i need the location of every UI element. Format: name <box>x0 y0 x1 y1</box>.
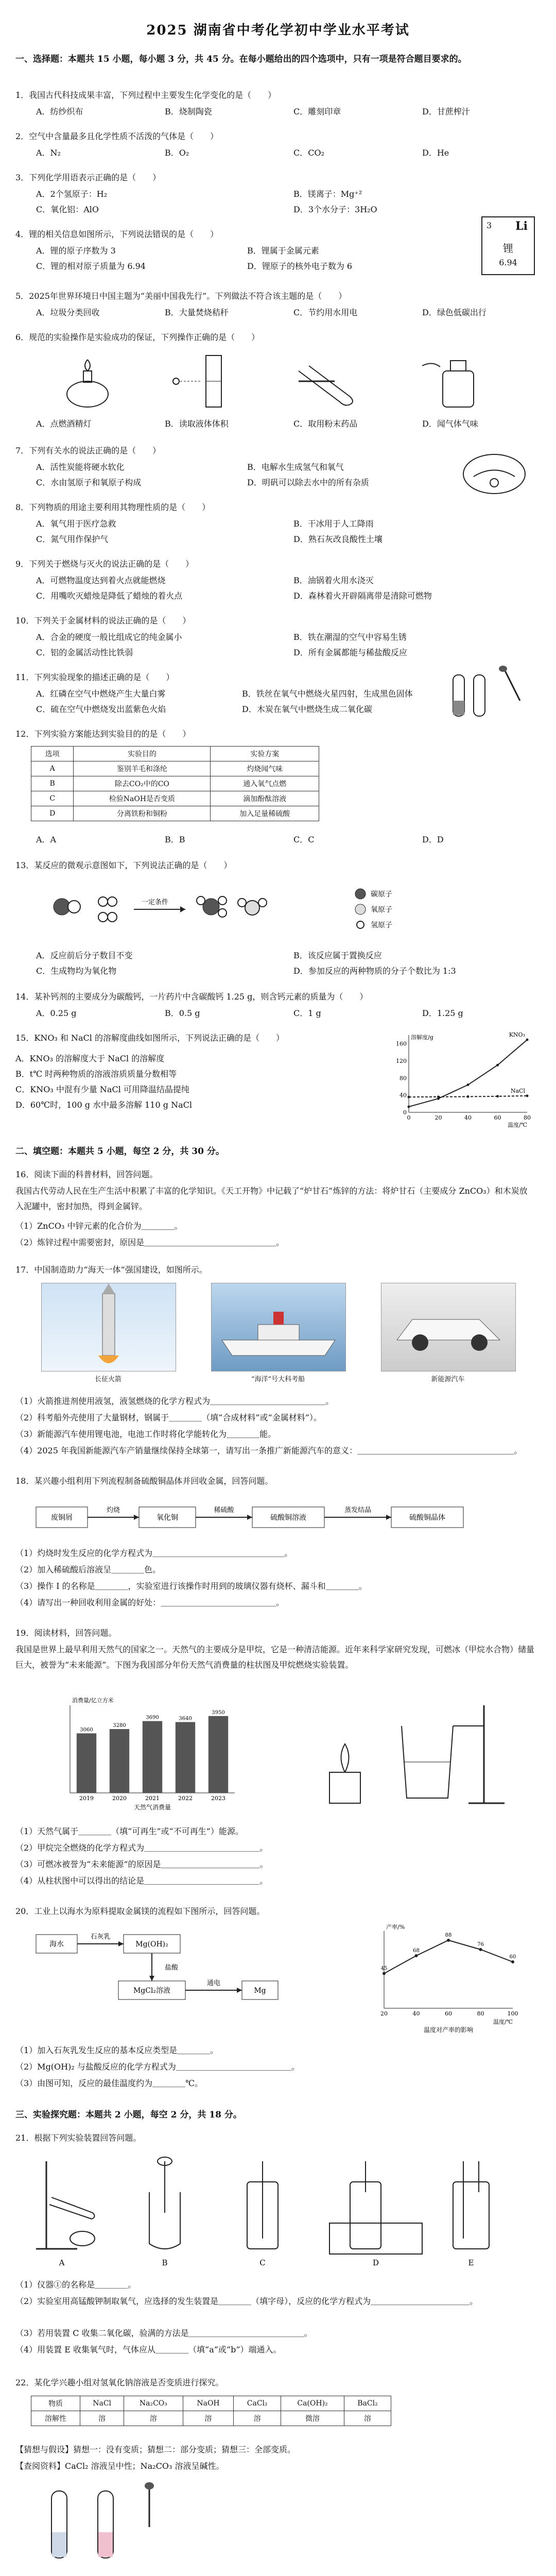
table-cell: 鉴别羊毛和涤纶 <box>74 761 211 776</box>
table-cell: 加入足量稀硫酸 <box>211 806 319 821</box>
q20-flow-4: 盐酸 <box>165 1964 179 1972</box>
x-tick-label: 2019 <box>79 1795 94 1802</box>
q12-table-header <box>31 747 319 761</box>
table-cell: 检验NaOH是否变质 <box>74 791 211 806</box>
q12-option-a: A．A <box>36 835 57 844</box>
q2-option-d: D．He <box>422 148 449 158</box>
q8-options-row2 <box>15 532 530 547</box>
q20-flow-3: Mg(OH)₂ <box>135 1940 168 1948</box>
table-row <box>31 776 319 791</box>
q18-sub-3: （3）操作 Ⅰ 的名称是＿＿＿＿，实验室进行该操作时用到的玻璃仪器有烧杯、漏斗和＿＿＿＿。 <box>15 1581 367 1591</box>
q4-option-b: B．锂属于金属元素 <box>247 246 319 256</box>
x-tick-label: 40 <box>464 1114 472 1121</box>
apparatus-b-icon <box>149 2157 180 2249</box>
q16-sub-2: （2）炼锌过程中需要密封，原因是＿＿＿＿＿＿＿＿＿＿＿＿＿＿＿＿。 <box>15 1238 285 1247</box>
q18-stem: 18．某兴趣小组利用下列流程制备硫酸铜晶体并回收金属，回答问题。 <box>15 1476 273 1486</box>
q20-flow-2: 石灰乳 <box>90 1933 111 1941</box>
q3-options-row2 <box>15 202 530 217</box>
q2-option-c: C．CO₂ <box>293 148 325 158</box>
q21-sub-1: （1）仪器①的名称是＿＿＿＿。 <box>15 2280 136 2290</box>
lithium-symbol: Li <box>515 219 528 233</box>
q17-sub-1: （1）火箭推进剂使用液氢，液氢燃烧的化学方程式为＿＿＿＿＿＿＿＿＿＿＿＿＿＿。 <box>15 1396 334 1406</box>
x-tick-label: 0 <box>407 1114 411 1121</box>
q7-options-row1 <box>15 460 438 475</box>
q17-sub-2: （2）科考船外壳使用了大量钢材，钢属于＿＿＿＿（填“合成材料”或“金属材料”）。 <box>15 1413 322 1422</box>
q14-option-a: A．0.25 g <box>36 1008 77 1018</box>
stand-icon <box>453 1705 505 1803</box>
device-outline-icon <box>463 454 525 494</box>
photo-caption-car: 新能源汽车 <box>431 1376 465 1383</box>
q19-sub-3: （3）可燃冰被誉为“未来能源”的原因是＿＿＿＿＿＿＿＿＿＿＿＿。 <box>15 1859 268 1869</box>
q13-legend <box>355 889 392 929</box>
q13-options-row1 <box>15 948 530 963</box>
table-cell: A <box>31 761 74 776</box>
chart-title: 温度对产率的影响 <box>423 2026 474 2033</box>
table-cell: NaCl <box>80 2396 124 2411</box>
q9-options-row1 <box>15 573 530 588</box>
x-tick-label: 2020 <box>112 1795 127 1802</box>
q7-option-a: A．活性炭能将硬水软化 <box>36 462 125 472</box>
q8-option-b: B．干冰用于人工降雨 <box>293 519 374 529</box>
q11-options-row1 <box>15 686 427 702</box>
product-molecules <box>197 896 267 917</box>
q4-stem: 4．锂的相关信息如图所示，下列说法错误的是（ ） <box>15 229 219 239</box>
lithium-name: 锂 <box>503 242 513 255</box>
q15-stem: 15．KNO₃ 和 NaCl 的溶解度曲线如图所示，下列说法正确的是（ ） <box>15 1033 285 1043</box>
table-cell: 分离铁粉和铜粉 <box>74 806 211 821</box>
q17-stem: 17．中国制造助力“海天一体”强国建设，如图所示。 <box>15 1265 207 1275</box>
flow-step-2: 灼烧 <box>106 1506 120 1514</box>
q2-options <box>15 145 530 161</box>
table-row <box>31 791 319 806</box>
q3-option-c: C．氧化铝：AlO <box>36 205 99 214</box>
q4-option-a: A．锂的原子序数为 3 <box>36 246 116 256</box>
q13-options-row2 <box>15 963 530 979</box>
table-row <box>31 806 319 821</box>
table-cell: BaCl₂ <box>344 2396 391 2411</box>
table-cell: 溶 <box>234 2411 281 2426</box>
q5-stem: 5．2025年世界环境日中国主题为“美丽中国我先行”。下列做法不符合该主题的是（ ） <box>15 291 347 301</box>
q12-table <box>31 746 319 821</box>
flow-step-1: 废铜屑 <box>51 1514 73 1522</box>
bar <box>143 1721 162 1793</box>
alcohol-lamp-icon <box>67 360 108 407</box>
q9-stem: 9．下列关于燃烧与灭火的说法正确的是（ ） <box>15 559 194 569</box>
q20-stem: 20．工业上以海水为原料提取金属镁的流程如下图所示，回答问题。 <box>15 1906 265 1916</box>
q13-stem: 13．某反应的微观示意图如下，下列说法正确的是（ ） <box>15 860 232 870</box>
table-cell: 物质 <box>31 2396 80 2411</box>
legend-hydrogen: 氢原子 <box>371 921 392 929</box>
q20-sub-3: （3）由图可知，反应的最佳温度约为＿＿＿＿℃。 <box>15 2078 203 2088</box>
q18-sub-4: （4）请写出一种回收利用金属的好处：＿＿＿＿＿＿＿＿＿＿＿＿＿＿。 <box>15 1598 285 1607</box>
x-tick-label: 40 <box>412 2010 420 2017</box>
bar <box>176 1722 195 1793</box>
flow-step-4: 稀硫酸 <box>214 1506 234 1514</box>
q13-reaction-diagram <box>31 876 525 943</box>
q11-option-a: A．红磷在空气中燃烧产生大量白雾 <box>36 689 166 699</box>
table-cell: 除去CO₂中的CO <box>74 776 211 791</box>
apparatus-d-icon <box>329 2161 422 2254</box>
q6-options <box>15 416 530 432</box>
q3-option-d: D．3个水分子：3H₂O <box>293 205 377 214</box>
q18-sub-2: （2）加入稀硫酸后溶液呈＿＿＿＿色。 <box>15 1565 161 1574</box>
q21-apparatus-figure <box>31 2151 525 2269</box>
data-point <box>496 1095 499 1097</box>
test-tube-icon <box>98 2491 113 2558</box>
q10-option-d: D．所有金属都能与稀盐酸反应 <box>293 648 407 657</box>
q11-option-c: C．硫在空气中燃烧发出蓝紫色火焰 <box>36 704 166 714</box>
q2-option-a: A．N₂ <box>36 148 61 158</box>
data-label: 60 <box>509 1954 516 1960</box>
legend-carbon: 碳原子 <box>371 890 392 899</box>
q8-stem: 8．下列物质的用途主要利用其物理性质的是（ ） <box>15 502 211 512</box>
q1-options <box>15 104 530 120</box>
chart-title: 天然气消费量 <box>133 1804 171 1811</box>
data-point <box>408 1106 410 1108</box>
q10-option-b: B．铁在潮湿的空气中容易生锈 <box>293 632 407 642</box>
apparatus-a-icon <box>36 2161 95 2249</box>
q20-flow-7: Mg <box>254 1987 266 1995</box>
x-tick-label: 100 <box>507 2010 518 2017</box>
solubility-table <box>31 2396 391 2426</box>
q5-option-b: B．大量焚烧秸秆 <box>165 308 229 317</box>
q3-options-row1 <box>15 187 530 202</box>
q14-option-c: C．1 g <box>293 1008 321 1018</box>
q1-option-c: C．雕刻印章 <box>293 107 341 116</box>
data-point <box>467 1095 470 1098</box>
legend-oxygen: 氧原子 <box>371 906 392 914</box>
table-cell: 溶 <box>183 2411 234 2426</box>
q4-option-d: D．锂原子的核外电子数为 6 <box>247 261 353 271</box>
table-cell: CaCl₂ <box>234 2396 281 2411</box>
q6-option-a: A．点燃酒精灯 <box>36 419 92 429</box>
lithium-element-cell <box>481 216 535 275</box>
q20-sub-2: （2）Mg(OH)₂ 与盐酸反应的化学方程式为＿＿＿＿＿＿＿＿＿＿＿＿＿＿。 <box>15 2062 300 2072</box>
bar-value-label: 3950 <box>212 1709 225 1716</box>
q13-option-c: C．生成物均为氧化物 <box>36 966 117 976</box>
x-tick-label: 20 <box>435 1114 442 1121</box>
y-tick-label: 0 <box>403 1109 407 1116</box>
q2-stem: 2．空气中含量最多且化学性质不活泼的气体是（ ） <box>15 131 219 141</box>
apparatus-e-icon <box>453 2161 489 2249</box>
section-2-heading: 二、填空题：本题共 5 小题，每空 2 分，共 30 分。 <box>15 1146 224 1157</box>
test-tube-icon <box>51 2491 67 2558</box>
q20-flow-6: 通电 <box>206 1979 221 1987</box>
series-label: KNO₃ <box>509 1031 525 1039</box>
q19-sub-4: （4）从柱状图中可以得出的结论是＿＿＿＿＿＿＿＿＿＿＿＿＿＿。 <box>15 1876 268 1886</box>
q22-stem: 22．某化学兴趣小组对氢氧化钠溶液是否变质进行探究。 <box>15 2378 224 2387</box>
x-tick-label: 20 <box>380 2010 388 2017</box>
q12-option-b: B．B <box>165 835 185 844</box>
q10-option-a: A．合金的硬度一般比组成它的纯金属小 <box>36 632 182 642</box>
q20-flow-5: MgCl₂溶液 <box>133 1987 171 1995</box>
q12-head-option: 选项 <box>31 747 74 761</box>
q21-sub-4: （4）用装置 E 收集氧气时，气体应从＿＿＿＿（填“a”或“b”）端通入。 <box>15 2345 282 2354</box>
y-axis-label: 溶解度/g <box>411 1034 433 1041</box>
q19-sub-2: （2）甲烷完全燃烧的化学方程式为＿＿＿＿＿＿＿＿＿＿＿＿＿＿。 <box>15 1843 268 1853</box>
q9-options-row2 <box>15 588 530 604</box>
data-point <box>383 1972 386 1975</box>
table-cell: C <box>31 791 74 806</box>
q13-option-d: D．参加反应的两种物质的分子个数比为 1:3 <box>293 966 456 976</box>
test-tube-rack-icon <box>453 675 485 716</box>
q14-stem: 14．某补钙剂的主要成分为碳酸钙，一片药片中含碳酸钙 1.25 g，则含钙元素的质量为（ ） <box>15 992 368 1002</box>
table-row <box>31 2396 391 2411</box>
q6-apparatus-figure <box>31 350 525 412</box>
data-point <box>415 1954 418 1957</box>
x-axis-label: 温度/℃ <box>507 1122 527 1128</box>
q15-option-b: B．t℃ 时两种物质的溶液溶质质量分数相等 <box>15 1069 177 1079</box>
q3-stem: 3．下列化学用语表示正确的是（ ） <box>15 173 161 182</box>
y-axis-label: 产率/% <box>386 1924 405 1930</box>
table-cell: 溶 <box>344 2411 391 2426</box>
bar-value-label: 3690 <box>146 1715 159 1721</box>
q6-stem: 6．规范的实验操作是实验成功的保证，下列操作正确的是（ ） <box>15 332 260 342</box>
x-tick-label: 60 <box>445 2010 452 2017</box>
table-cell: D <box>31 806 74 821</box>
burner-icon <box>329 1744 360 1803</box>
table-cell: B <box>31 776 74 791</box>
lithium-mass: 6.94 <box>499 258 517 267</box>
table-cell: 微溶 <box>281 2411 344 2426</box>
bar-value-label: 3280 <box>113 1723 126 1729</box>
table-cell: 通入氧气点燃 <box>211 776 319 791</box>
q15-option-d: D．60℃时，100 g 水中最多溶解 110 g NaCl <box>15 1100 192 1110</box>
dropper-icon <box>145 2482 154 2527</box>
q14-options <box>15 1006 530 1021</box>
y-tick-label: 160 <box>396 1040 407 1047</box>
q21-sub-2: （2）实验室用高锰酸钾制取氧气，应选择的发生装置是＿＿＿＿（填字母），反应的化学方程式为＿＿＿＿＿＿＿＿＿＿＿＿。 <box>15 2296 478 2306</box>
q20-sub-1: （1）加入石灰乳发生反应的基本反应类型是＿＿＿＿。 <box>15 2045 219 2055</box>
data-point <box>467 1083 470 1086</box>
q7-stem: 7．下列有关水的说法正确的是（ ） <box>15 446 161 455</box>
q13-option-b: B．该反应属于置换反应 <box>293 951 382 960</box>
q9-option-c: C．用嘴吹灭蜡烛是降低了蜡烛的着火点 <box>36 591 183 601</box>
bar-value-label: 3060 <box>80 1727 93 1733</box>
flow-step-6: 蒸发结晶 <box>344 1506 372 1514</box>
q12-stem: 12．下列实验方案能达到实验目的的是（ ） <box>15 729 191 739</box>
data-label: 88 <box>445 1933 452 1938</box>
q3-option-b: B．镁离子：Mg⁺² <box>293 189 362 199</box>
data-point <box>479 1948 482 1951</box>
q20-process-flow <box>31 1924 319 2027</box>
ship-photo <box>211 1283 346 1371</box>
y-tick-label: 120 <box>396 1058 407 1064</box>
q9-option-b: B．油锅着火用水浇灭 <box>293 575 374 585</box>
q12-head-plan: 实验方案 <box>211 747 319 761</box>
q12-option-d: D．D <box>422 835 444 844</box>
x-tick-label: 2021 <box>145 1795 160 1802</box>
apparatus-label-d: D <box>372 2258 379 2267</box>
x-tick-label: 2023 <box>211 1795 225 1802</box>
q10-options-row1 <box>15 630 530 645</box>
data-point <box>496 1064 499 1066</box>
q18-process-flow <box>31 1494 525 1540</box>
q5-option-a: A．垃圾分类回收 <box>36 308 100 317</box>
q22-test-tubes-figure <box>31 2481 185 2568</box>
y-tick-label: 40 <box>399 1092 407 1099</box>
lithium-atomic-number: 3 <box>486 221 492 230</box>
beaker-icon <box>402 1726 453 1798</box>
q22-guess-2: 【查阅资料】CaCl₂ 溶液呈中性；Na₂CO₃ 溶液呈碱性。 <box>15 2461 224 2471</box>
photo-caption-rocket: 长征火箭 <box>94 1376 121 1383</box>
q7-option-c: C．水由氢原子和氧原子构成 <box>36 478 142 487</box>
q3-option-a: A．2个氢原子：H₂ <box>36 189 108 199</box>
rocket-photo <box>41 1283 176 1371</box>
data-point <box>437 1096 440 1098</box>
apparatus-label-c: C <box>259 2258 266 2267</box>
table-cell: 滴加酚酞溶液 <box>211 791 319 806</box>
q8-option-a: A．氧气用于医疗急救 <box>36 519 116 529</box>
apparatus-label-b: B <box>162 2258 168 2267</box>
table-cell: NaOH <box>183 2396 234 2411</box>
q1-stem: 1．我国古代科技成果丰富，下列过程中主要发生化学变化的是（ ） <box>15 90 276 100</box>
solubility-chart <box>386 1028 541 1131</box>
q4-option-c: C．锂的相对原子质量为 6.94 <box>36 261 146 271</box>
data-label: 45 <box>380 1965 388 1972</box>
q2-option-b: B．O₂ <box>165 148 189 158</box>
table-row <box>31 2411 391 2426</box>
test-tube-icon <box>299 366 353 405</box>
q11-option-d: D．木炭在氧气中燃烧生成二氧化碳 <box>242 704 372 714</box>
q6-option-d: D．闻气体气味 <box>422 419 478 429</box>
graduated-cylinder-icon <box>173 355 221 407</box>
apparatus-c-icon <box>247 2161 278 2249</box>
table-cell: Ca(OH)₂ <box>281 2396 344 2411</box>
x-tick-label: 60 <box>494 1114 501 1121</box>
temperature-yield-chart <box>360 1922 530 2035</box>
bar <box>110 1729 129 1793</box>
flow-step-3: 氧化铜 <box>157 1514 178 1522</box>
q20-flow-1: 海水 <box>49 1940 64 1948</box>
q14-option-d: D．1.25 g <box>422 1008 463 1018</box>
q15-option-c: C．KNO₃ 中混有少量 NaCl 可用降温结晶提纯 <box>15 1084 189 1094</box>
q15-option-a: A．KNO₃ 的溶解度大于 NaCl 的溶解度 <box>15 1054 165 1063</box>
q21-sub-3: （3）若用装置 C 收集二氧化碳，验满的方法是＿＿＿＿＿＿＿＿＿＿＿＿＿＿。 <box>15 2328 312 2338</box>
q11-apparatus-figure <box>443 665 535 721</box>
bar-value-label: 3640 <box>179 1716 192 1722</box>
flow-step-5: 硫酸铜溶液 <box>270 1514 306 1522</box>
y-axis-label: 消费量/亿立方米 <box>72 1697 114 1704</box>
q19-apparatus-figure <box>299 1695 515 1814</box>
table-cell: 溶解性 <box>31 2411 80 2426</box>
section-3-heading: 三、实验探究题：本题共 2 小题，每空 2 分，共 18 分。 <box>15 2110 242 2120</box>
table-row <box>31 761 319 776</box>
q1-option-d: D．甘蔗榨汁 <box>422 107 470 116</box>
q7-option-b: B．电解水生成氢气和氧气 <box>247 462 344 472</box>
car-photo <box>381 1283 516 1371</box>
q8-option-c: C．氮气用作保护气 <box>36 534 109 544</box>
q22-guess-1: 【猜想与假设】猜想一：没有变质；猜想二：部分变质；猜想三：全部变质。 <box>15 2445 296 2454</box>
q4-options-row1 <box>15 243 438 259</box>
data-point <box>526 1095 529 1097</box>
series-line <box>384 1940 513 1974</box>
q18-sub-1: （1）灼烧时发生反应的化学方程式为＿＿＿＿＿＿＿＿＿＿＿＿＿＿＿＿。 <box>15 1548 293 1558</box>
q19-sub-1: （1）天然气属于＿＿＿＿（填“可再生”或“不可再生”）能源。 <box>15 1826 244 1836</box>
q6-option-b: B．读取液体体积 <box>165 419 229 429</box>
q11-stem: 11．下列实验现象的描述正确的是（ ） <box>15 672 175 682</box>
q9-option-d: D．森林着火开辟隔离带是清除可燃物 <box>293 591 432 601</box>
table-cell: 溶 <box>124 2411 183 2426</box>
q10-options-row2 <box>15 645 530 660</box>
data-point <box>408 1096 410 1098</box>
table-cell: 灼烧闻气味 <box>211 761 319 776</box>
q16-sub-1: （1）ZnCO₃ 中锌元素的化合价为＿＿＿＿。 <box>15 1221 183 1231</box>
q12-options <box>15 832 530 848</box>
q7-options-row2 <box>15 475 438 490</box>
q1-option-a: A．纺纱织布 <box>36 107 83 116</box>
dropper-icon <box>499 666 520 701</box>
q8-option-d: D．熟石灰改良酸性土壤 <box>293 534 383 544</box>
reaction-condition: 一定条件 <box>142 899 169 906</box>
bar <box>208 1716 228 1793</box>
q11-options-row2 <box>15 702 427 717</box>
q21-stem: 21．根据下列实验装置回答问题。 <box>15 2133 142 2143</box>
x-tick-label: 80 <box>524 1114 531 1121</box>
q16-stem: 16．阅读下面的科普材料，回答问题。 <box>15 1170 158 1179</box>
q12-option-c: C．C <box>293 835 315 844</box>
x-tick-label: 2022 <box>178 1795 193 1802</box>
data-point <box>511 1960 514 1963</box>
q5-option-c: C．节约用水用电 <box>293 308 358 317</box>
apparatus-label-e: E <box>468 2258 474 2267</box>
x-axis-label: 温度/℃ <box>493 2019 513 2025</box>
data-point <box>526 1039 529 1041</box>
q9-option-a: A．可燃物温度达到着火点就能燃烧 <box>36 575 166 585</box>
q10-option-c: C．铝的金属活动性比铁弱 <box>36 648 133 657</box>
q17-sub-3: （3）新能源汽车使用锂电池，电池工作时将化学能转化为＿＿＿＿能。 <box>15 1429 276 1439</box>
data-point <box>447 1939 450 1942</box>
q10-stem: 10．下列关于金属材料的说法正确的是（ ） <box>15 616 191 625</box>
table-cell: 溶 <box>80 2411 124 2426</box>
q17-sub-4: （4）2025 年我国新能源汽车产销量继续保持全球第一，请写出一条推广新能源汽车的意义：＿＿＿＿＿＿＿＿＿＿＿＿＿＿＿＿＿＿＿。 <box>15 1446 522 1455</box>
y-tick-label: 80 <box>399 1075 407 1082</box>
q5-option-d: D．绿色低碳出行 <box>422 308 486 317</box>
q19-stem: 19．阅读材料，回答问题。 <box>15 1628 117 1638</box>
apparatus-label-a: A <box>59 2258 65 2267</box>
photo-caption-ship: “海洋”号大科考船 <box>251 1376 305 1383</box>
q19-text: 我国是世界上最早利用天然气的国家之一。天然气的主要成分是甲烷，它是一种清洁能源。近年来科学家研究发现，可燃冰（甲烷水合物）储量巨大，被誉为“未来能源”。下图为我国部分年份天然气消费量的柱状图及甲烷燃烧实验装置。 <box>15 1645 535 1670</box>
flow-step-7: 硫酸铜晶体 <box>409 1514 445 1522</box>
q4-options-row2 <box>15 259 438 274</box>
reactant-molecules <box>54 897 117 922</box>
data-label: 68 <box>413 1948 420 1954</box>
q1-option-b: B．烧制陶瓷 <box>165 107 212 116</box>
gas-consumption-chart <box>41 1695 247 1814</box>
q16-text: 我国古代劳动人民在生产生活中积累了丰富的化学知识。《天工开物》中记载了“炉甘石”炼锌的方法：将炉甘石（主要成分 ZnCO₃）和木炭放入泥罐中，密封加热，得到金属锌。 <box>15 1186 528 1211</box>
q8-options-row1 <box>15 516 530 532</box>
section-1-heading: 一、选择题：本题共 15 小题，每小题 3 分，共 45 分。在每小题给出的四个选项中，只有一项是符合题目要求的。 <box>15 54 467 64</box>
q6-option-c: C．取用粉末药品 <box>293 419 358 429</box>
data-label: 76 <box>477 1942 484 1947</box>
q12-head-goal: 实验目的 <box>74 747 211 761</box>
q11-option-b: B．铁丝在氧气中燃烧火星四射，生成黑色固体 <box>242 689 413 699</box>
q7-option-d: D．明矾可以除去水中的所有杂质 <box>247 478 369 487</box>
table-cell: Na₂CO₃ <box>124 2396 183 2411</box>
q5-options <box>15 305 530 320</box>
page-title: 2025 湖南省中考化学初中学业水平考试 <box>146 23 410 38</box>
x-tick-label: 80 <box>477 2010 484 2017</box>
water-device-figure <box>458 451 530 497</box>
q14-option-b: B．0.5 g <box>165 1008 200 1018</box>
q13-option-a: A．反应前后分子数目不变 <box>36 951 133 960</box>
bar <box>77 1733 96 1793</box>
series-label: NaCl <box>510 1088 525 1094</box>
gas-bottle-icon <box>422 361 474 407</box>
